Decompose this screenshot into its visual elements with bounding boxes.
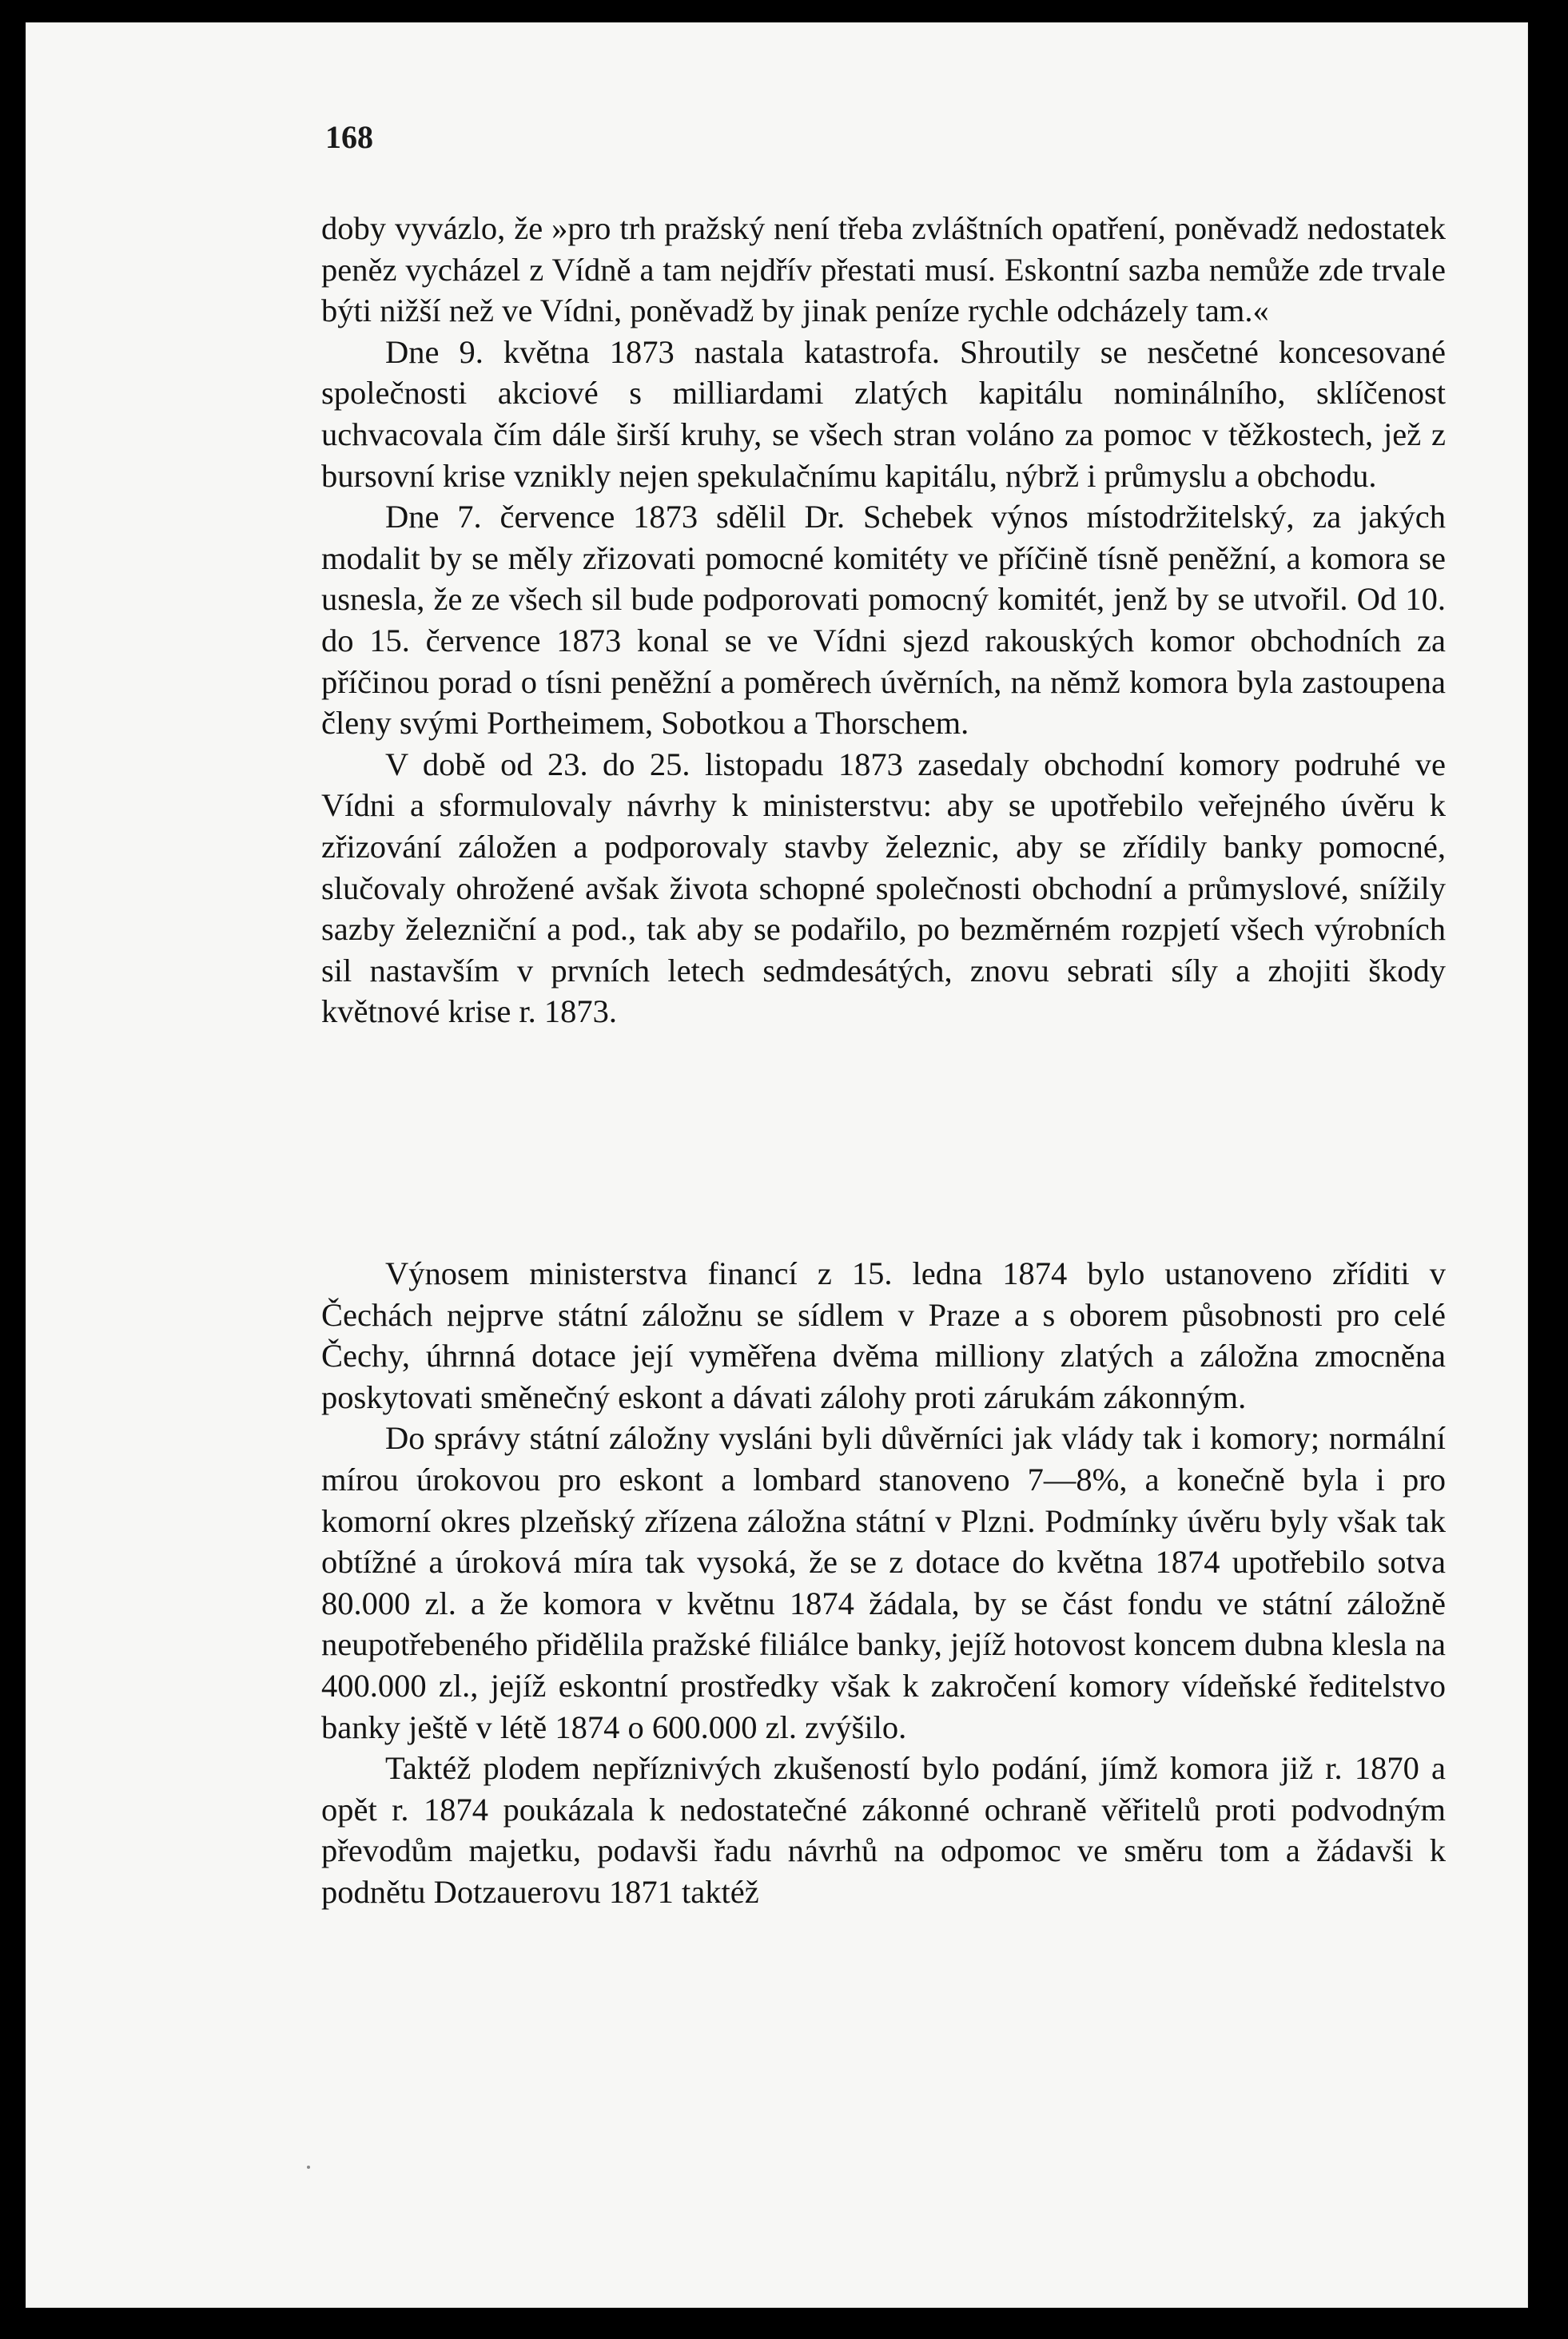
page-number: 168 bbox=[325, 119, 373, 155]
paragraph: Taktéž plodem nepříznivých zkušeností bylo podání, jímž komora již r. 1870 a opět r. 1874 poukázala k nedostatečné zákonné ochraně věřitelů proti podvodným převodům majetku, podavši řadu návrhů na odpomoc ve směru tom a žádavši k podnětu Dotzauerovu 1871 taktéž bbox=[321, 1750, 1446, 1910]
scan-speck bbox=[307, 2166, 310, 2169]
paragraph: V době od 23. do 25. listopadu 1873 zasedaly obchodní komory podruhé ve Vídni a sformulovaly návrhy k ministerstvu: aby se upotřebilo veřejného úvěru k zřizování záložen a podporovaly stavby železnic, aby se zřídily banky pomocné, slučovaly ohrožené avšak života schopné společnosti obchodní a průmyslové, snížily sazby železniční a pod., tak aby se podařilo, po bezměrném rozpjetí všech výrobních sil nastavším v prvních letech sedmdesátých, znovu sebrati síly a zhojiti škody květnové krise r. 1873. bbox=[321, 746, 1446, 1030]
paragraph: Do správy státní záložny vysláni byli důvěrníci jak vlády tak i komory; normální mírou úrokovou pro eskont a lombard stanoveno 7—8%, a konečně byla i pro komorní okres plzeňský zřízena záložna státní v Plzni. Podmínky úvěru byly však tak obtížné a úroková míra tak vysoká, že se z dotace do května 1874 upotřebilo sotva 80.000 zl. a že komora v květnu 1874 žádala, by se část fondu ve státní záložně neupotřebeného přidělila pražské filiálce banky, jejíž hotovost koncem dubna klesla na 400.000 zl., jejíž eskontní prostředky však k zakročení komory vídeňské ředitelstvo banky ještě v létě 1874 o 600.000 zl. zvýšilo. bbox=[321, 1420, 1446, 1745]
paragraph: Dne 7. července 1873 sdělil Dr. Schebek výnos místodržitelský, za jakých modalit by se měly zřizovati pomocné komitéty ve příčině tísně peněžní, a komora se usnesla, že ze všech sil bude podporovati pomocný komitét, jenž by se utvořil. Od 10. do 15. července 1873 konal se ve Vídni sjezd rakouských komor obchodních za příčinou porad o tísni peněžní a poměrech úvěrních, na němž komora byla zastoupena členy svými Portheimem, Sobotkou a Thorschem. bbox=[321, 499, 1446, 742]
paragraph: doby vyvázlo, že »pro trh pražský není třeba zvláštních opatření, poněvadž nedostatek peněz vycházel z Vídně a tam nejdřív přestati musí. Eskontní sazba nemůže zde trvale býti nižší než ve Vídni, poněvadž by jinak peníze rychle odcházely tam.« bbox=[321, 210, 1446, 329]
paragraph: Výnosem ministerstva financí z 15. ledna 1874 bylo ustanoveno zříditi v Čechách nejprve státní záložnu se sídlem v Praze a s oborem působnosti pro celé Čechy, úhrnná dotace její vyměřena dvěma milliony zlatých a záložna zmocněna poskytovati směnečný eskont a dávati zálohy proti zárukám zákonným. bbox=[321, 1255, 1446, 1415]
text-section-2 bbox=[321, 1253, 1446, 1913]
text-section-1 bbox=[321, 208, 1446, 1032]
paragraph: Dne 9. května 1873 nastala katastrofa. Shroutily se nesčetné koncesované společnosti akciové s milliardami zlatých kapitálu nominálního, sklíčenost uchvacovala čím dále širší kruhy, se všech stran voláno za pomoc v těžkostech, jež z bursovní krise vznikly nejen spekulačnímu kapitálu, nýbrž i průmyslu a obchodu. bbox=[321, 333, 1446, 494]
book-page bbox=[26, 22, 1528, 2308]
